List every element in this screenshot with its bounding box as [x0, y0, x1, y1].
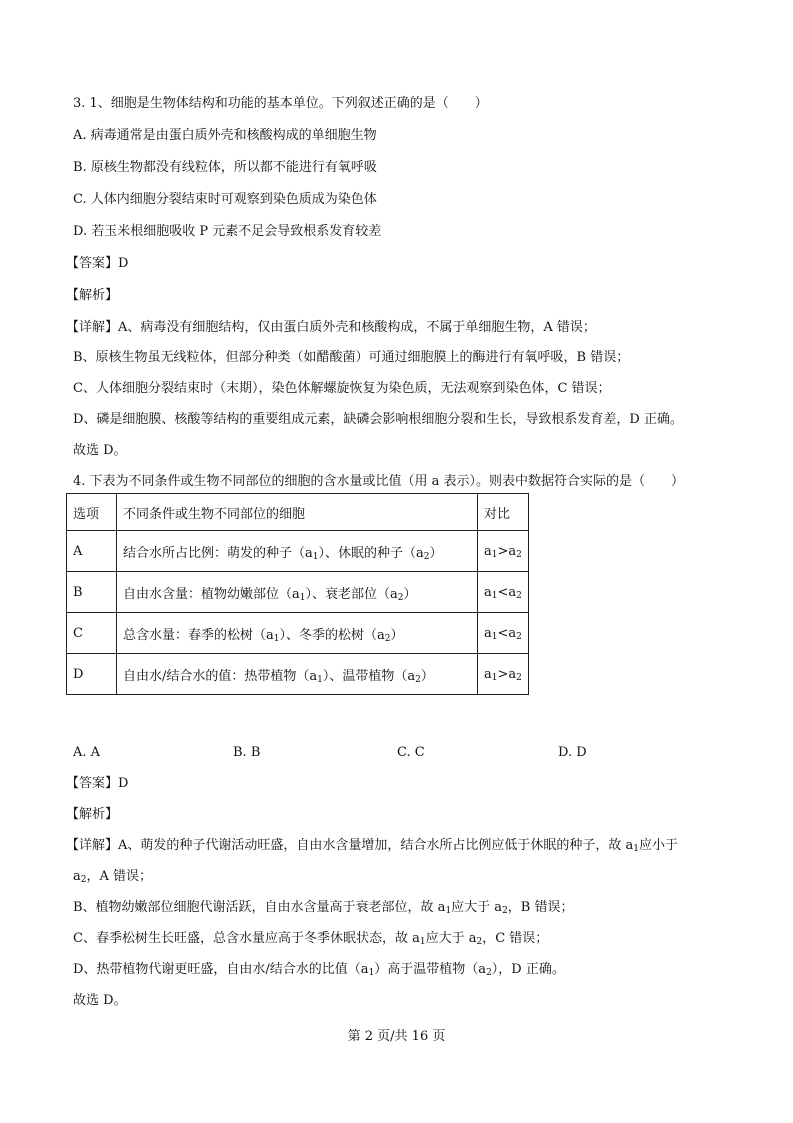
- page-footer: 第 2 页/共 16 页: [347, 1029, 446, 1044]
- q4-stem: 4. 下表为不同条件或生物不同部位的细胞的含水量或比值（用 a 表示）。则表中数据符合实际的是（ ）: [73, 474, 685, 489]
- row-comparison: $a_1>a_2$: [478, 654, 529, 695]
- q4-detail-a-cont: $a_2$，A 错误；: [73, 869, 153, 885]
- q4-option-c: C. C: [397, 745, 425, 760]
- header-comparison: 对比: [478, 494, 529, 531]
- q3-detail-b: B、原核生物虽无线粒体，但部分种类（如醋酸菌）可通过细胞膜上的酶进行有氧呼吸，B 错误；: [73, 350, 630, 365]
- row-option: C: [67, 613, 117, 654]
- q3-stem: 3. 1、细胞是生物体结构和功能的基本单位。下列叙述正确的是（ ）: [73, 96, 488, 111]
- answer-value: D: [118, 776, 129, 791]
- q3-option-c: C. 人体内细胞分裂结束时可观察到染色质成为染色体: [73, 192, 377, 207]
- q3-answer: [66, 256, 128, 272]
- answer-tag: 【答案】: [66, 776, 119, 791]
- row-comparison: $a_1<a_2$: [478, 572, 529, 613]
- answer-value: D: [118, 256, 129, 271]
- detail-text: A、病毒没有细胞结构，仅由蛋白质外壳和核酸构成，不属于单细胞生物，A 错误；: [118, 320, 596, 335]
- answer-tag: 【答案】: [66, 256, 119, 271]
- header-description: 不同条件或生物不同部位的细胞: [117, 494, 478, 531]
- table-row: [67, 613, 529, 654]
- row-option: D: [67, 654, 117, 695]
- table-header-row: [67, 494, 529, 531]
- q4-option-d: D. D: [558, 745, 587, 760]
- q4-detail-d: D、热带植物代谢更旺盛，自由水/结合水的比值$(a_1)$高于温带植物$(a_2)$，D 正确。: [73, 962, 565, 978]
- q4-detail-c: C、春季松树生长旺盛，总含水量应高于冬季休眠状态，故 $a_1$应大于 $a_2$，C 错误；: [73, 931, 549, 947]
- q3-option-d: D. 若玉米根细胞吸收 P 元素不足会导致根系发育较差: [73, 224, 382, 239]
- row-description: 结合水所占比例：萌发的种子$(a_1)$、休眠的种子$(a_2)$: [117, 531, 478, 572]
- table-row: [67, 572, 529, 613]
- q4-answer: [66, 776, 128, 792]
- row-option: B: [67, 572, 117, 613]
- q3-option-b: B. 原核生物都没有线粒体，所以都不能进行有氧呼吸: [73, 160, 377, 175]
- q3-option-a: A. 病毒通常是由蛋白质外壳和核酸构成的单细胞生物: [73, 128, 377, 143]
- q3-detail-d: D、磷是细胞膜、核酸等结构的重要组成元素，缺磷会影响根细胞分裂和生长，导致根系发育差，D 正确。: [73, 412, 683, 427]
- table-row: [67, 531, 529, 572]
- row-description: 自由水/结合水的值：热带植物$(a_1)$、温带植物$(a_2)$: [117, 654, 478, 695]
- q4-detail-b: B、植物幼嫩部位细胞代谢活跃，自由水含量高于衰老部位，故 $a_1$应大于 $a_2$，B 错误；: [73, 900, 574, 916]
- row-description: 自由水含量：植物幼嫩部位$(a_1)$、衰老部位$(a_2)$: [117, 572, 478, 613]
- q3-detail-a: [66, 320, 596, 336]
- row-comparison: $a_1>a_2$: [478, 531, 529, 572]
- row-comparison: $a_1<a_2$: [478, 613, 529, 654]
- q3-conclusion: 故选 D。: [73, 443, 127, 458]
- q4-analysis-tag: 【解析】: [66, 807, 119, 822]
- row-option: A: [67, 531, 117, 572]
- detail-tag: 【详解】: [66, 838, 119, 853]
- q4-conclusion: 故选 D。: [73, 993, 127, 1008]
- q4-detail-a: 【详解】A、萌发的种子代谢活动旺盛，自由水含量增加，结合水所占比例应低于休眠的种子，故 $a_1$应小于: [66, 838, 679, 854]
- row-description: 总含水量：春季的松树$(a_1)$、冬季的松树$(a_2)$: [117, 613, 478, 654]
- detail-tag: 【详解】: [66, 320, 119, 335]
- q4-table: [66, 493, 529, 695]
- q4-option-b: B. B: [233, 745, 261, 760]
- q3-detail-c: C、人体细胞分裂结束时（末期），染色体解螺旋恢复为染色质，无法观察到染色体，C 错误；: [73, 381, 611, 396]
- table-row: [67, 654, 529, 695]
- q4-option-a: A. A: [73, 745, 101, 760]
- header-option: 选项: [67, 494, 117, 531]
- q3-analysis-tag: 【解析】: [66, 288, 119, 303]
